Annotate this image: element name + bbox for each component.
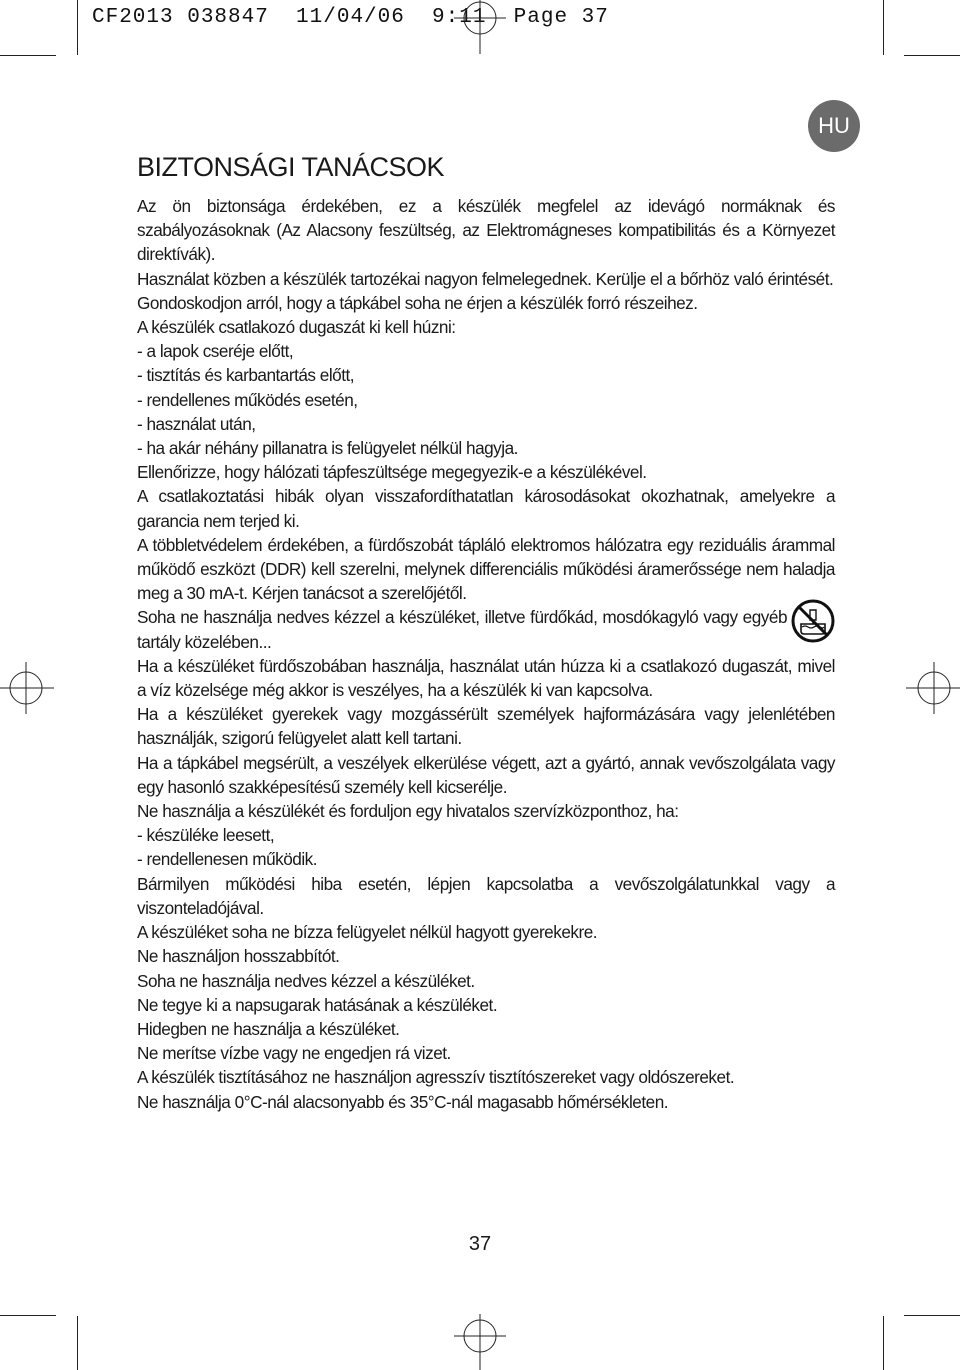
crop-line: [883, 1316, 884, 1370]
paragraph: Ne használja a készülékét és forduljon egy hivatalos szervízközponthoz, ha:: [137, 801, 679, 822]
paragraph: Ellenőrizze, hogy hálózati tápfeszültsége megegyezik-e a készülékével.: [137, 462, 647, 483]
list-item: - készüléke leesett,: [137, 825, 275, 846]
registration-mark-icon: [0, 660, 56, 716]
paragraph: A készülék csatlakozó dugaszát ki kell húzni:: [137, 317, 456, 338]
paragraph: Soha ne használja nedves kézzel a készüléket.: [137, 970, 475, 991]
list-item: - használat után,: [137, 413, 256, 434]
crop-line: [904, 55, 960, 56]
paragraph: A készüléket soha ne bízza felügyelet nélkül hagyott gyerekekre.: [137, 922, 598, 943]
crop-line: [0, 55, 56, 56]
paragraph: Hidegben ne használja a készüléket.: [137, 1018, 400, 1039]
paragraph: Ne merítse vízbe vagy ne engedjen rá vizet.: [137, 1043, 451, 1064]
language-badge: HU: [808, 100, 860, 152]
paragraph: A készülék tisztításához ne használjon agresszív tisztítószereket vagy oldószereket.: [137, 1067, 735, 1088]
crop-line: [77, 0, 78, 55]
list-item: - tisztítás és karbantartás előtt,: [137, 365, 355, 386]
paragraph: Gondoskodjon arról, hogy a tápkábel soha ne érjen a készülék forró részeihez.: [137, 292, 698, 313]
paragraph: Bármilyen működési hiba esetén, lépjen kapcsolatba a vevőszolgálatunkkal vagy a viszonteladójával.: [137, 873, 835, 918]
paragraph: Ha a készüléket fürdőszobában használja, használat után húzza ki a csatlakozó dugaszát, mivel a víz közelsége még akkor is veszélyes, ha a készülék ki van kapcsolva.: [137, 655, 835, 701]
crop-line: [883, 0, 884, 55]
registration-mark-icon: [904, 660, 960, 716]
paragraph: Ha a tápkábel megsérült, a veszélyek elkerülése végett, azt a gyártó, annak vevőszolgálata vagy egy hasonló szakképesítésű személy kell kicserélje.: [137, 752, 835, 797]
list-item: - a lapok cseréje előtt,: [137, 341, 294, 362]
paragraph: A csatlakoztatási hibák olyan visszafordíthatatlan károsodásokat okozhatnak, amelyekre a garancia nem terjed ki.: [137, 486, 835, 531]
paragraph: Ne tegye ki a napsugarak hatásának a készüléket.: [137, 994, 498, 1015]
crop-line: [904, 1315, 960, 1316]
no-water-use-icon: [790, 598, 836, 644]
section-title: BIZTONSÁGI TANÁCSOK: [137, 152, 445, 182]
safety-instructions: [137, 194, 835, 1114]
paragraph: Ne használjon hosszabbítót.: [137, 946, 340, 967]
paragraph: Használat közben a készülék tartozékai nagyon felmelegednek. Kerülje el a bőrhöz való érintését.: [137, 268, 834, 289]
crop-line: [77, 1316, 78, 1370]
crop-line: [0, 1315, 56, 1316]
list-item: - ha akár néhány pillanatra is felügyelet nélkül hagyja.: [137, 438, 518, 459]
print-slug: CF2013 038847 11/04/06 9:11 Page 37: [92, 6, 609, 29]
page-number: 37: [468, 1233, 492, 1255]
paragraph: Az ön biztonsága érdekében, ez a készülék megfelel az idevágó normáknak és szabályozásoknak (Az Alacsony feszültség, az Elektromágneses kompatibilitás és a Környezet direktívák).: [137, 196, 835, 265]
list-item: - rendellenes működés esetén,: [137, 389, 358, 410]
paragraph: Ha a készüléket gyerekek vagy mozgássérült személyek hajformázására vagy jelenlétében használják, szigorú felügyelet alatt kell tartani.: [137, 704, 835, 749]
paragraph: Soha ne használja nedves kézzel a készüléket, illetve fürdőkád, mosdókagyló vagy egyéb tartály közelében...: [137, 607, 787, 652]
registration-mark-icon: [452, 0, 508, 56]
paragraph: Ne használja 0°C-nál alacsonyabb és 35°C-nál magasabb hőmérsékleten.: [137, 1091, 669, 1112]
registration-mark-icon: [452, 1314, 508, 1370]
list-item: - rendellenesen működik.: [137, 849, 318, 870]
paragraph: A többletvédelem érdekében, a fürdőszobát tápláló elektromos hálózatra egy reziduális árammal működő eszközt (DDR) kell szerelni, melynek differenciális működési áramerőssége nem haladja meg a 30 mA-t. Kérjen tanácsot a szerelőjétől.: [137, 534, 835, 604]
